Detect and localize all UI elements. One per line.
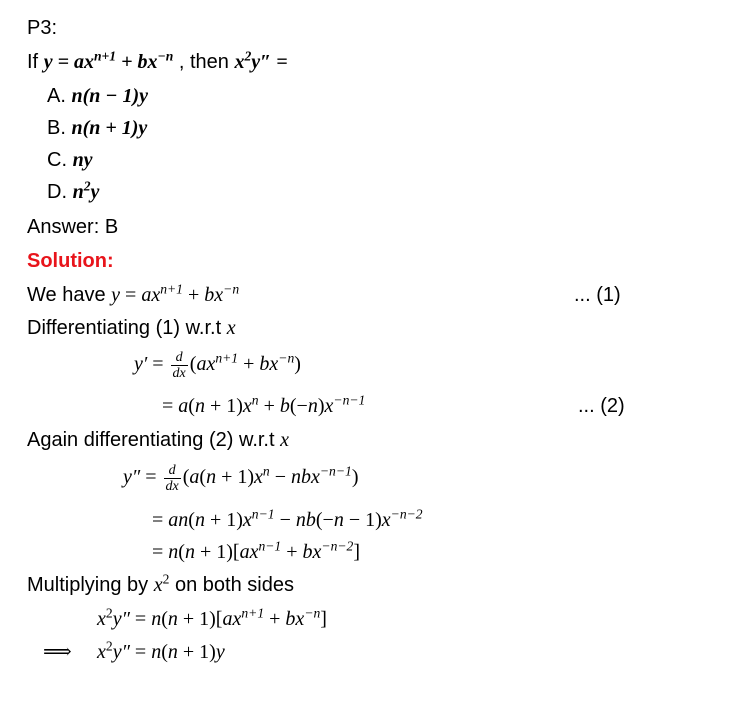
question-line <box>27 50 288 74</box>
answer-line <box>27 215 118 239</box>
option-expression: ny <box>72 149 93 171</box>
diff-1-text: Differentiating (1) w.r.t <box>27 317 222 339</box>
question-target: $x^2y''$ = <box>234 48 288 73</box>
d-dx-fraction: $\frac{d}{dx}$ <box>172 350 186 381</box>
question-prefix: If <box>27 51 39 73</box>
equation-1: $y = ax^{n+1} + bx^{-n}$ <box>111 281 240 306</box>
problem-id: P3: <box>27 17 58 39</box>
option-d <box>47 180 99 204</box>
multiply-factor: $x^2$ <box>153 571 170 596</box>
derivative-2-line: y″ = $\frac{d}{dx}$ $(a(n + 1)x^n - nbx^{-n-1})$ <box>123 463 359 494</box>
d-dx-fraction: $\frac{d}{dx}$ <box>165 463 179 494</box>
diff-1-variable: x <box>226 317 236 339</box>
option-c <box>47 148 93 172</box>
option-expression: n(n − 1)y <box>71 85 149 107</box>
multiply-line <box>27 573 294 597</box>
derivative-2-result: = $n(n + 1)[ax^{n-1} + bx^{-n-2}]$ <box>152 538 361 563</box>
we-have-text: We have <box>27 284 106 306</box>
option-letter: A. <box>47 85 66 107</box>
answer-value: B <box>104 216 119 238</box>
option-letter: B. <box>47 117 66 139</box>
derivative-1-line: y′ = $\frac{d}{dx}$ $(ax^{n+1} + bx^{-n})$ <box>134 350 301 381</box>
answer-label: Answer: <box>27 216 100 238</box>
diff-1-line <box>27 316 236 340</box>
option-letter: D. <box>47 181 67 203</box>
diff-2-text: Again differentiating (2) w.r.t <box>27 429 275 451</box>
equation-tag-1: ... (1) <box>574 284 621 306</box>
diff-2-variable: x <box>280 429 290 451</box>
solution-heading: Solution: <box>27 250 114 272</box>
multiply-text-2: on both sides <box>174 574 294 596</box>
derivative-1-result: = $a(n + 1)x^n + b(-n)x^{-n-1}$ <box>162 392 366 417</box>
equation-tag-2: ... (2) <box>578 395 625 417</box>
diff-2-line <box>27 428 289 452</box>
option-letter: C. <box>47 149 67 171</box>
option-a <box>47 84 148 108</box>
derivative-2-step: = $an(n + 1)x^{n-1} - nb(-n - 1)x^{-n-2}$ <box>152 506 423 531</box>
question-equation: $y = ax^{n+1} + bx^{-n}$ <box>43 48 174 73</box>
option-expression: n(n + 1)y <box>71 117 148 139</box>
multiply-text: Multiplying by <box>27 574 149 596</box>
option-b <box>47 116 147 140</box>
option-expression: $n^2y$ <box>72 178 100 203</box>
equation-1-line <box>27 283 239 307</box>
question-conj: , then <box>178 51 229 73</box>
implies-arrow: ⟹ <box>43 641 72 663</box>
final-result: $x^2y'' = n(n + 1)y$ <box>97 638 225 663</box>
final-step: $x^2y'' = n(n + 1)[ax^{n+1} + bx^{-n}]$ <box>97 605 327 630</box>
